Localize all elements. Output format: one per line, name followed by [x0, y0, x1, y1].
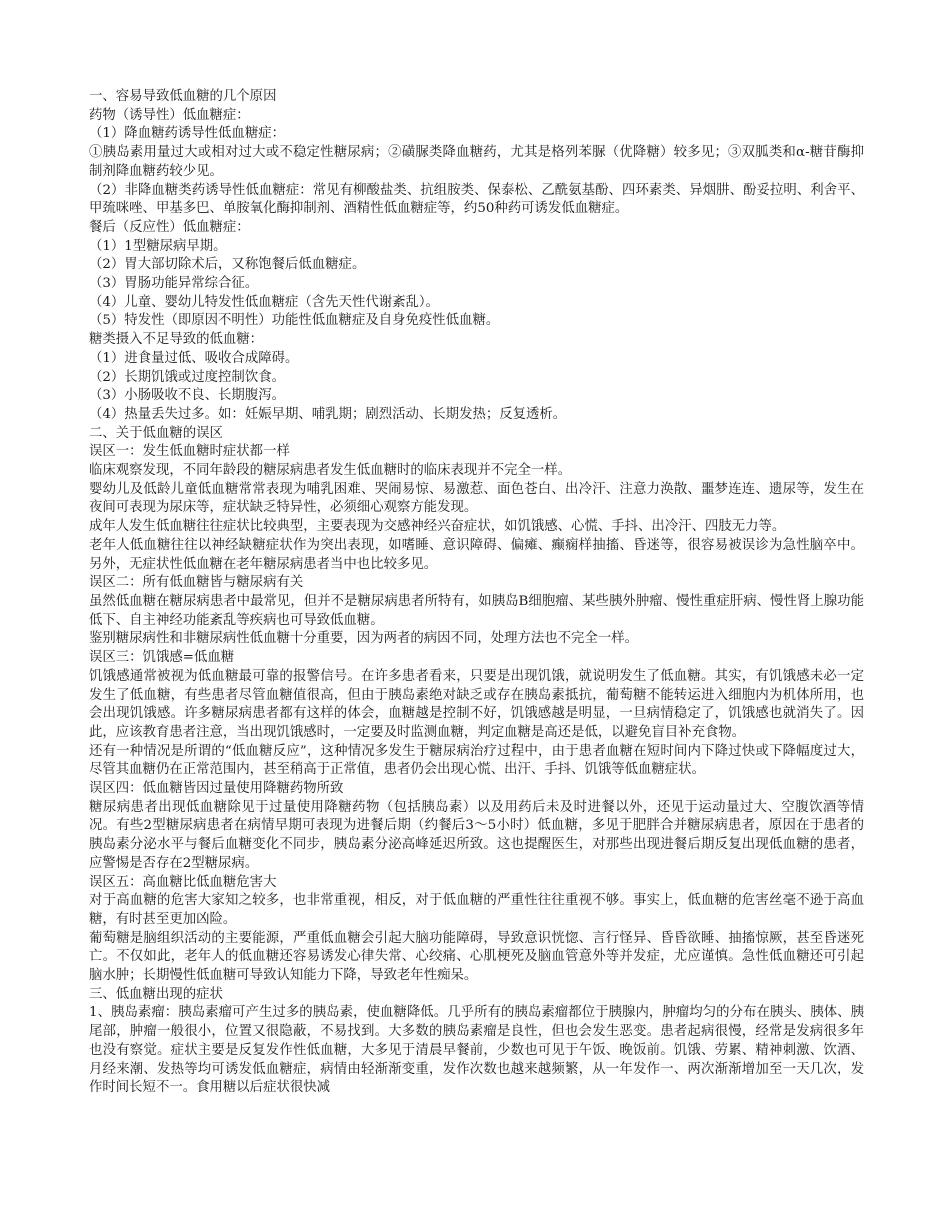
paragraph: ①胰岛素用量过大或相对过大或不稳定性糖尿病；②磺脲类降血糖药，尤其是格列苯脲（优降糖）较多见；③双胍类和α-糖苷酶抑制剂降血糖药较少见。: [89, 145, 864, 179]
paragraph: （3）小肠吸收不良、长期腹泻。: [89, 388, 285, 404]
paragraph: 1、胰岛素瘤：胰岛素瘤可产生过多的胰岛素，使血糖降低。几乎所有的胰岛素瘤都位于胰腺内，肿瘤均匀的分布在胰头、胰体、胰尾部，肿瘤一般很小，位置又很隐蔽，不易找到。大多数的胰岛素瘤是良性，但也会发生恶变。患者起病很慢，经常是发病很多年也没有察觉。症状主要是反复发作性低血糖，大多见于清晨早餐前，少数也可见于午饭、晚饭前。饥饿、劳累、精神刺激、饮酒、月经来潮、发热等均可诱发低血糖症，病情由轻渐渐变重，发作次数也越来越频繁，从一年发作一、两次渐渐增加至一天几次，发作时间长短不一。食用糖以后症状很快减: [89, 1005, 864, 1096]
paragraph: 餐后（反应性）低血糖症：: [89, 219, 250, 235]
paragraph: （3）胃肠功能异常综合征。: [89, 276, 259, 292]
paragraph: 三、低血糖出现的症状: [89, 986, 223, 1002]
paragraph: （5）特发性（即原因不明性）功能性低血糖症及自身免疫性低血糖。: [89, 313, 500, 329]
paragraph: 临床观察发现，不同年龄段的糖尿病患者发生低血糖时的临床表现并不完全一样。: [89, 463, 572, 479]
paragraph: （2）胃大部切除术后，又称饱餐后低血糖症。: [89, 257, 366, 273]
paragraph: （1）1型糖尿病早期。: [89, 238, 227, 254]
paragraph: 鉴别糖尿病性和非糖尿病性低血糖十分重要，因为两者的病因不同，处理方法也不完全一样。: [89, 631, 639, 647]
paragraph: 饥饿感通常被视为低血糖最可靠的报警信号。在许多患者看来，只要是出现饥饿，就说明发生了低血糖。其实，有饥饿感未必一定发生了低血糖，有些患者尽管血糖值很高，但由于胰岛素绝对缺乏或存在胰岛素抵抗，葡萄糖不能转运进入细胞内为机体所用，也会出现饥饿感。许多糖尿病患者都有这样的体会，血糖越是控制不好，饥饿感越是明显，一旦病情稳定了，饥饿感也就消失了。因此，应该教育患者注意，当出现饥饿感时，一定要及时监测血糖，判定血糖是高还是低，以避免盲目补充食物。: [89, 668, 864, 740]
paragraph: （1）降血糖药诱导性低血糖症：: [89, 126, 285, 142]
paragraph: 误区五：高血糖比低血糖危害大: [89, 874, 277, 890]
paragraph: 二、关于低血糖的误区: [89, 425, 223, 441]
paragraph: （4）热量丢失过多。如：妊娠早期、哺乳期；剧烈活动、长期发热；反复透析。: [89, 406, 567, 422]
paragraph: （2）长期饥饿或过度控制饮食。: [89, 369, 285, 385]
paragraph: 药物（诱导性）低血糖症：: [89, 107, 250, 123]
paragraph: 对于高血糖的危害大家知之较多，也非常重视，相反，对于低血糖的严重性往往重视不够。事实上，低血糖的危害丝毫不逊于高血糖，有时甚至更加凶险。: [89, 893, 864, 927]
paragraph: 虽然低血糖在糖尿病患者中最常见，但并不是糖尿病患者所特有，如胰岛B细胞瘤、某些胰外肿瘤、慢性重症肝病、慢性肾上腺功能低下、自主神经功能紊乱等疾病也可导致低血糖。: [89, 593, 864, 628]
paragraph: 婴幼儿及低龄儿童低血糖常常表现为哺乳困难、哭闹易惊、易激惹、面色苍白、出冷汗、注意力涣散、噩梦连连、遗尿等，发生在夜间可表现为尿床等，症状缺乏特异性，必须细心观察方能发现。: [89, 481, 864, 516]
paragraph: 糖类摄入不足导致的低血糖：: [89, 332, 264, 348]
paragraph: 成年人发生低血糖往往症状比较典型，主要表现为交感神经兴奋症状，如饥饿感、心慌、手抖、出冷汗、四肢无力等。: [89, 519, 786, 535]
paragraph: 误区四：低血糖皆因过量使用降糖药物所致: [89, 781, 344, 797]
paragraph: 一、容易导致低血糖的几个原因: [89, 89, 277, 104]
paragraph: 糖尿病患者出现低血糖除见于过量使用降糖药物（包括胰岛素）以及用药后未及时进餐以外，还见于运动量过大、空腹饮酒等情况。有些2型糖尿病患者在病情早期可表现为进餐后期（约餐后3～5小时）低血糖，多见于肥胖合并糖尿病患者，原因在于患者的胰岛素分泌水平与餐后血糖变化不同步，胰岛素分泌高峰延迟所致。这也提醒医生，对那些出现进餐后期反复出现低血糖的患者，应警惕是否存在2型糖尿病。: [89, 799, 864, 871]
paragraph: 误区二：所有低血糖皆与糖尿病有关: [89, 575, 304, 591]
paragraph: 误区一：发生低血糖时症状都一样: [89, 444, 290, 460]
paragraph: 老年人低血糖往往以神经缺糖症状作为突出表现，如嗜睡、意识障碍、偏瘫、癫痫样抽搐、昏迷等，很容易被误诊为急性脑卒中。另外，无症状性低血糖在老年糖尿病患者当中也比较多见。: [89, 537, 864, 572]
paragraph: （1）进食量过低、吸收合成障碍。: [89, 350, 299, 366]
paragraph: （4）儿童、婴幼儿特发性低血糖症（含先天性代谢紊乱）。: [89, 294, 439, 310]
paragraph: 还有一种情况是所谓的“低血糖反应”，这种情况多发生于糖尿病治疗过程中，由于患者血糖在短时间内下降过快或下降幅度过大，尽管其血糖仍在正常范围内，甚至稍高于正常值，患者仍会出现心慌、出汗、手抖、饥饿等低血糖症状。: [89, 743, 864, 778]
paragraph: 误区三：饥饿感=低血糖: [89, 650, 235, 666]
paragraph: 葡萄糖是脑组织活动的主要能源，严重低血糖会引起大脑功能障碍，导致意识恍惚、言行怪异、昏昏欲睡、抽搐惊厥，甚至昏迷死亡。不仅如此，老年人的低血糖还容易诱发心律失常、心绞痛、心肌梗死及脑血管意外等并发症，尤应谨慎。急性低血糖还可引起脑水肿；长期慢性低血糖可导致认知能力下降，导致老年性痴呆。: [89, 930, 864, 984]
paragraph: （2）非降血糖类药诱导性低血糖症：常见有柳酸盐类、抗组胺类、保泰松、乙酰氨基酚、四环素类、异烟肼、酚妥拉明、利舍平、甲巯咪唑、甲基多巴、单胺氧化酶抑制剂、酒精性低血糖症等，约50种药可诱发低血糖症。: [89, 182, 864, 217]
